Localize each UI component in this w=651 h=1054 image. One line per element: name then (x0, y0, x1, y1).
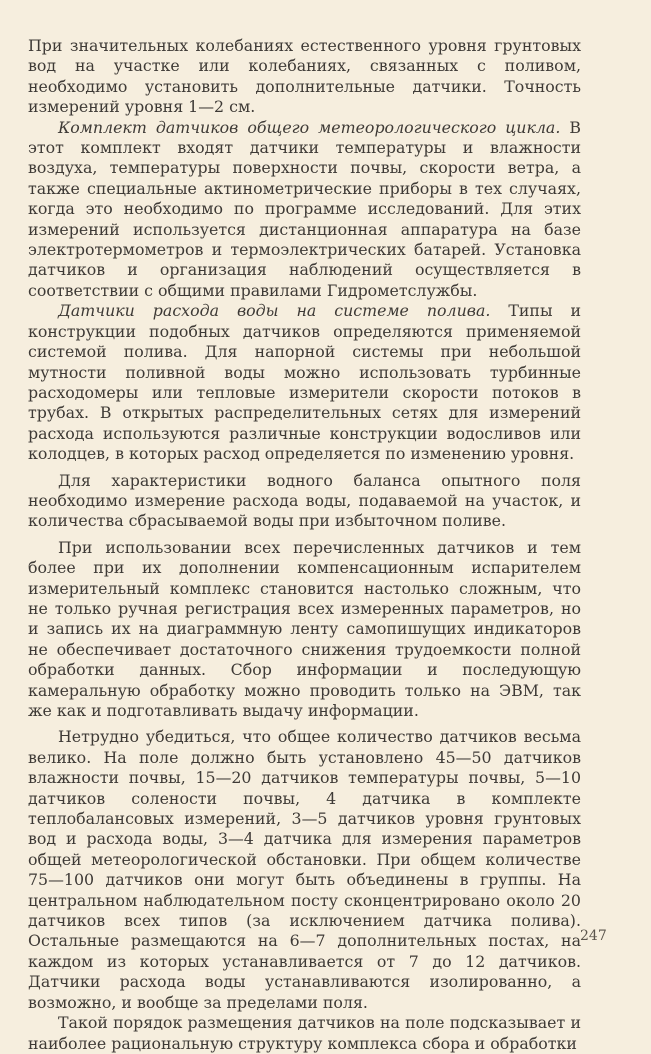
paragraph-3 (28, 301, 581, 464)
paragraph-2-heading: Комплект датчиков общего метеорологического цикла. (58, 117, 561, 137)
page-number: 247 (580, 928, 607, 944)
paragraph-2 (28, 118, 581, 302)
paragraph-5 (28, 538, 581, 722)
paragraph-3-text: Типы и конструкции подобных датчиков определяются применяемой системой полива. Для напорной системы при небольшой мутности поливной воды можно использовать турбинные расходомеры или тепловые измерители скорости потоков в трубах. В открытых распределительных сетях для измерений расхода используются различные конструкции водосливов или колодцев, в которых расход определяется по изменению уровня. (28, 301, 581, 464)
paragraph-3-heading: Датчики расхода воды на системе полива. (58, 301, 491, 321)
paragraph-4 (28, 471, 581, 532)
paragraph-7-text: Такой порядок размещения датчиков на поле подсказывает и наиболее рациональную структуру комплекса сбора и обработки (28, 1013, 581, 1053)
paragraph-1-text: При значительных колебаниях естественного уровня грунтовых вод на участке или колебаниях, связанных с поливом, необходимо установить дополнительные датчики. Точность измерений уровня 1—2 см. (28, 36, 581, 117)
paragraph-1 (28, 36, 581, 118)
paragraph-2-text: В этот комплект входят датчики температуры и влажности воздуха, температуры поверхности почвы, скорости ветра, а также специальные актинометрические приборы в тех случаях, когда это необходимо по программе исследований. Для этих измерений используется дистанционная аппаратура на базе электротермометров и термоэлектрических батарей. Установка датчиков и организация наблюдений осуществляется в соответствии с общими правилами Гидрометслужбы. (28, 117, 581, 300)
page-body (28, 36, 581, 1054)
paragraph-5-text: При использовании всех перечисленных датчиков и тем более при их дополнении компенсационным испарителем измерительный комплекс становится настолько сложным, что не только ручная регистрация всех измеренных параметров, но и запись их на диаграммную ленту самопишущих индикаторов не обеспечивает достаточного снижения трудоемкости полной обработки данных. Сбор информации и последующую камеральную обработку можно проводить только на ЭВМ, так же как и подготавливать выдачу информации. (28, 537, 581, 720)
paragraph-6 (28, 727, 581, 1013)
paragraph-7 (28, 1013, 581, 1054)
paragraph-6-text: Нетрудно убедиться, что общее количество датчиков весьма велико. На поле должно быть установлено 45—50 датчиков влажности почвы, 15—20 датчиков температуры почвы, 5—10 датчиков солености почвы, 4 датчика в комплекте теплобалансовых измерений, 3—5 датчиков уровня грунтовых вод и расхода воды, 3—4 датчика для измерения параметров общей метеорологической обстановки. При общем количестве 75—100 датчиков они могут быть объединены в группы. На центральном наблюдательном посту сконцентрировано около 20 датчиков всех типов (за исключением датчика полива). Остальные размещаются на 6—7 дополнительных постах, на каждом из которых устанавливается от 7 до 12 датчиков. Датчики расхода воды устанавливаются изолированно, а возможно, и вообще за пределами поля. (28, 727, 581, 1012)
paragraph-4-text: Для характеристики водного баланса опытного поля необходимо измерение расхода воды, подаваемой на участок, и количества сбрасываемой воды при избыточном поливе. (28, 470, 581, 531)
